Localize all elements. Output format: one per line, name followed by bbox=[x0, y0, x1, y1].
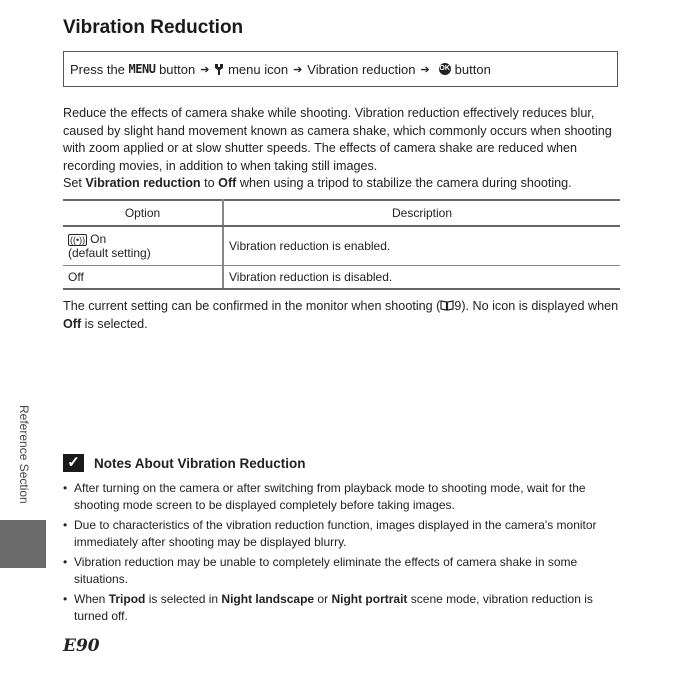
vibration-reduction-icon: ((•)) bbox=[70, 235, 86, 245]
nav-button-text: button bbox=[159, 61, 196, 77]
intro-text bbox=[63, 105, 623, 193]
nav-press-text: Press the bbox=[70, 61, 125, 77]
arrow-icon: ➔ bbox=[293, 63, 303, 76]
list-item bbox=[63, 591, 623, 624]
notes-heading-text: Notes About Vibration Reduction bbox=[94, 455, 306, 471]
menu-key-label: MENU bbox=[128, 62, 156, 76]
text-span: Set bbox=[63, 176, 86, 190]
nav-button-text: button bbox=[454, 61, 491, 77]
monitor-note bbox=[63, 298, 623, 333]
column-header-option: Option bbox=[63, 200, 223, 226]
table-row bbox=[63, 266, 620, 290]
text-span: is selected in bbox=[145, 592, 222, 606]
setting-value: Off bbox=[63, 316, 82, 331]
setting-value: Off bbox=[218, 176, 237, 190]
tripod-paragraph bbox=[63, 175, 623, 193]
text-span: When bbox=[74, 592, 109, 606]
mode-name: Night landscape bbox=[221, 592, 315, 606]
wrench-icon bbox=[214, 63, 224, 75]
nav-item-text: Vibration reduction bbox=[307, 61, 416, 77]
page-title: Vibration Reduction bbox=[63, 17, 244, 38]
description-cell: Vibration reduction is enabled. bbox=[223, 226, 620, 266]
text-span: to bbox=[200, 176, 219, 190]
column-header-description: Description bbox=[223, 200, 620, 226]
table-header-row bbox=[63, 200, 620, 226]
table-row bbox=[63, 226, 620, 266]
list-item: • Due to characteristics of the vibration reduction function, images displayed in the camera's monitor immediately after shooting may be displayed blurry. bbox=[63, 517, 623, 550]
text-span: scene mode, vibration reduction is turned off. bbox=[74, 592, 593, 623]
text-span: when using a tripod to stabilize the camera during shooting. bbox=[236, 176, 572, 190]
menu-path-box bbox=[63, 51, 618, 87]
notes-list bbox=[63, 480, 623, 628]
text-span: The current setting can be confirmed in the monitor when shooting ( bbox=[63, 299, 441, 313]
options-table bbox=[63, 199, 620, 290]
option-label: On bbox=[90, 232, 107, 246]
option-sublabel: (default setting) bbox=[68, 246, 151, 260]
book-icon bbox=[440, 300, 454, 311]
option-cell bbox=[63, 226, 223, 266]
text-span: 9). No icon is displayed when bbox=[454, 299, 619, 313]
arrow-icon: ➔ bbox=[420, 63, 430, 76]
text-span: is selected. bbox=[81, 316, 148, 331]
list-item: • Vibration reduction may be unable to completely eliminate the effects of camera shake in some situations. bbox=[63, 554, 623, 587]
section-label bbox=[17, 405, 39, 515]
ok-button-icon: OK bbox=[439, 63, 451, 75]
list-item: • After turning on the camera or after switching from playback mode to shooting mode, wait for the shooting mode screen to be displayed completely before taking images. bbox=[63, 480, 623, 513]
page-number: E90 bbox=[63, 636, 100, 656]
section-tab bbox=[0, 520, 46, 568]
arrow-icon: ➔ bbox=[200, 63, 210, 76]
notes-heading bbox=[63, 454, 306, 472]
setting-name: Vibration reduction bbox=[85, 176, 201, 190]
nav-menu-icon-text: menu icon bbox=[228, 61, 289, 77]
description-cell: Vibration reduction is disabled. bbox=[223, 266, 620, 290]
mode-name: Night portrait bbox=[331, 592, 408, 606]
text-span: or bbox=[314, 592, 332, 606]
checkmark-icon: ✓ bbox=[63, 454, 84, 472]
mode-name: Tripod bbox=[108, 592, 146, 606]
intro-paragraph: Reduce the effects of camera shake while shooting. Vibration reduction effectively reduces blur, caused by slight hand movement known as camera shake, which commonly occurs when shooting with zoom applied or at slow shutter speeds. The effects of camera shake are reduced when recording movies, in addition to when taking still images. bbox=[63, 106, 612, 173]
section-label-text: Reference Section bbox=[17, 405, 31, 504]
option-cell: Off bbox=[63, 266, 223, 290]
